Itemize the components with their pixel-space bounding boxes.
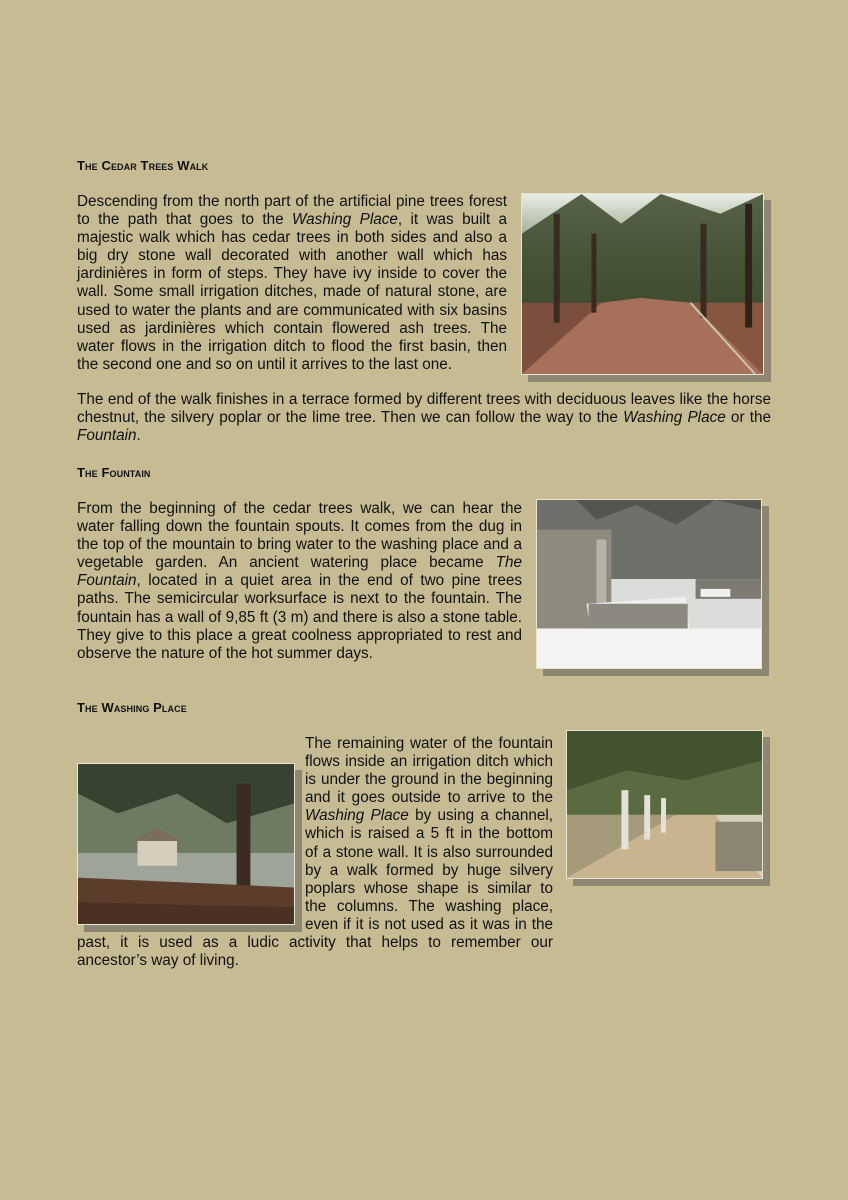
cedar-walk-photo [521, 193, 764, 375]
text-run: The end of the walk finishes in a terrace formed by different trees with deciduous leaves like the horse chestnut, the silvery poplar or the lime tree. Then we can follow the way to the [77, 391, 771, 427]
cedar-paragraph-1 [77, 193, 507, 374]
text-run: by using a channel, which is raised a 5 ft in the bottom of a stone wall. It is also surrounded by a walk formed by huge silvery poplars whose shape is similar to the columns. The washing place, even if it is not used as it was in the past, it is used as a ludic activity that helps to remember our ancestor’s way of living. [77, 807, 553, 970]
text-run: or the [725, 409, 771, 427]
text-run: From the beginning of the cedar trees walk, we can hear the water falling down the fountain spouts. It comes from the dug in the top of the mountain to bring water to the washing place and a vegetable garden. An ancient watering place became [77, 500, 522, 572]
text-run: . [136, 427, 141, 445]
section-heading-fountain: The Fountain [77, 465, 151, 480]
cedar-paragraph-2 [77, 391, 771, 445]
text-run: , located in a quiet area in the end of two pine trees paths. The semicircular worksurface is next to the fountain. The fountain has a wall of 9,85 ft (3 m) and there is also a stone table. They give to this place a great coolness appropriated to rest and observe the nature of the hot summer days. [77, 572, 522, 662]
text-run: Descending from the north part of the artificial pine trees forest to the path that goes to the [77, 193, 507, 229]
section-heading-washing: The Washing Place [77, 700, 187, 715]
fountain-paragraph [77, 500, 522, 663]
fountain-photo [536, 499, 762, 669]
section-heading-cedar: The Cedar Trees Walk [77, 158, 209, 173]
text-run: , it was built a majestic walk which has cedar trees in both sides and also a big dry stone wall decorated with another wall which has jardinières in form of steps. They have ivy inside to cover the wall. Some small irrigation ditches, made of natural stone, are used to water the plants and are communicated with six basins used as jardinières which contain flowered ash trees. The water flows in the irrigation ditch to flood the first basin, then the second one and so on until it arrives to the last one. [77, 211, 507, 373]
text-run: The remaining water of the fountain flows inside an irrigation ditch which is under the ground in the beginning and it goes outside to arrive to the [305, 735, 553, 807]
italic-text: Washing Place [305, 807, 409, 825]
cedar-house-photo [77, 763, 295, 925]
italic-text: The Fountain [77, 554, 522, 590]
italic-text: Fountain [77, 427, 137, 445]
italic-text: Washing Place [292, 211, 398, 229]
italic-text: Washing Place [623, 409, 726, 427]
